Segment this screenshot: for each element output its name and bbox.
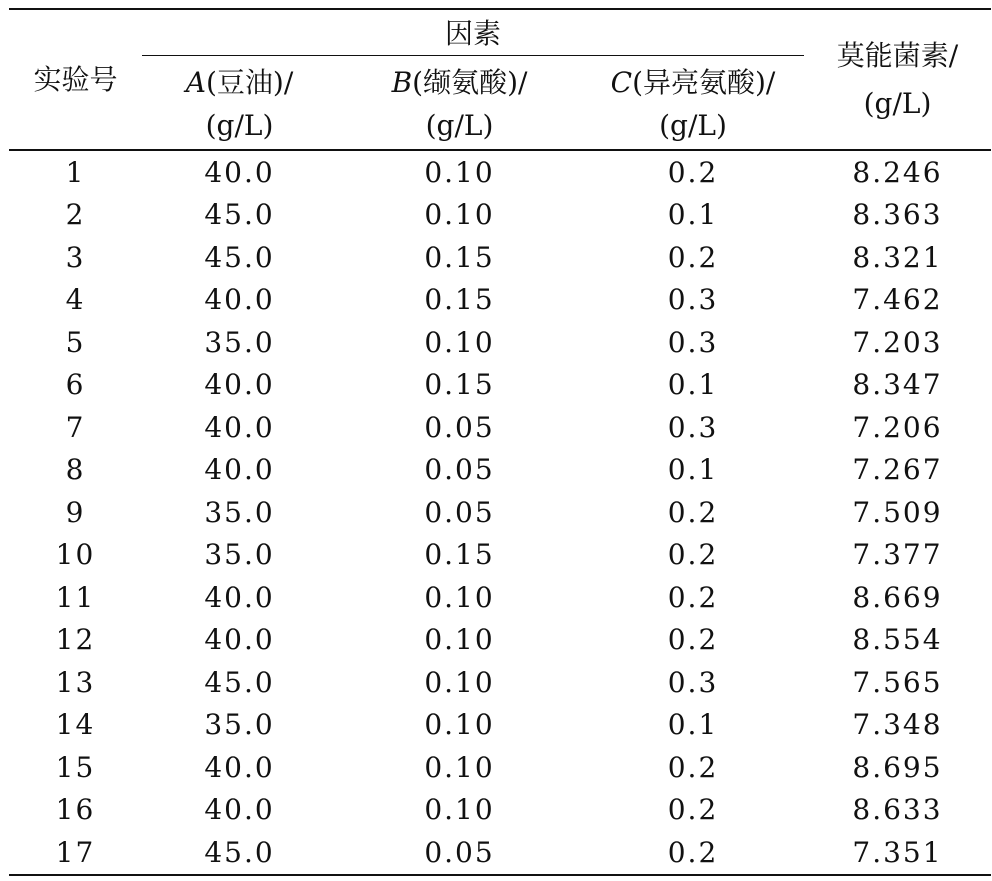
table-row <box>0 156 992 201</box>
cell-a: 40.0 <box>204 368 275 401</box>
cell-result: 8.633 <box>852 793 943 826</box>
cell-c: 0.1 <box>667 708 719 741</box>
cell-a: 40.0 <box>204 453 275 486</box>
header-col-b-label: (缬氨酸)/ <box>412 66 528 99</box>
cell-b: 0.15 <box>424 241 495 274</box>
header-result-unit: (g/L) <box>863 87 932 120</box>
cell-a: 35.0 <box>204 326 275 359</box>
cell-c: 0.2 <box>667 751 719 784</box>
cell-result: 7.267 <box>852 453 943 486</box>
header-col-a <box>142 66 337 99</box>
cell-result: 7.462 <box>852 283 943 316</box>
table-row <box>0 326 992 371</box>
cell-a: 35.0 <box>204 538 275 571</box>
cell-c: 0.2 <box>667 538 719 571</box>
header-col-a-label: (豆油)/ <box>205 66 294 99</box>
header-col-b <box>337 66 582 99</box>
cell-result: 7.351 <box>852 836 943 869</box>
cell-c: 0.2 <box>667 793 719 826</box>
cell-b: 0.10 <box>424 708 495 741</box>
cell-b: 0.10 <box>424 198 495 231</box>
top-rule <box>9 8 991 10</box>
cell-a: 40.0 <box>204 623 275 656</box>
cell-a: 45.0 <box>204 198 275 231</box>
cell-result: 8.669 <box>852 581 943 614</box>
header-col-c <box>582 66 804 99</box>
cell-a: 45.0 <box>204 836 275 869</box>
cell-no: 6 <box>65 368 86 401</box>
cell-no: 3 <box>65 241 86 274</box>
cell-result: 8.246 <box>852 156 943 189</box>
cell-c: 0.2 <box>667 241 719 274</box>
cell-b: 0.10 <box>424 156 495 189</box>
header-col-c-unit: (g/L) <box>659 109 727 142</box>
cell-no: 4 <box>65 283 86 316</box>
cell-result: 7.203 <box>852 326 943 359</box>
cell-a: 35.0 <box>204 496 275 529</box>
cell-c: 0.3 <box>667 666 719 699</box>
header-result: 莫能菌素/ <box>836 39 959 72</box>
cell-result: 8.347 <box>852 368 943 401</box>
cell-b: 0.10 <box>424 581 495 614</box>
cell-c: 0.1 <box>667 368 719 401</box>
cell-c: 0.3 <box>667 411 719 444</box>
cell-c: 0.2 <box>667 496 719 529</box>
header-col-a-unit: (g/L) <box>205 109 274 142</box>
cell-a: 40.0 <box>204 411 275 444</box>
cell-b: 0.10 <box>424 793 495 826</box>
cell-no: 17 <box>55 836 96 869</box>
table-row <box>0 411 992 456</box>
cell-result: 7.565 <box>852 666 943 699</box>
cell-no: 11 <box>55 581 96 614</box>
table-row <box>0 283 992 328</box>
cell-a: 45.0 <box>204 241 275 274</box>
cell-no: 12 <box>55 623 96 656</box>
cell-b: 0.05 <box>424 411 495 444</box>
cell-result: 8.321 <box>852 241 943 274</box>
table-row <box>0 538 992 583</box>
header-exp-no: 实验号 <box>33 63 118 96</box>
cell-c: 0.2 <box>667 836 719 869</box>
table-row <box>0 198 992 243</box>
cell-c: 0.1 <box>667 453 719 486</box>
cell-b: 0.15 <box>424 538 495 571</box>
header-col-c-var: C <box>610 66 633 99</box>
header-rule <box>9 149 991 151</box>
table-row <box>0 623 992 668</box>
header-factors: 因素 <box>444 17 501 50</box>
cell-result: 7.348 <box>852 708 943 741</box>
cell-b: 0.05 <box>424 836 495 869</box>
cell-c: 0.2 <box>667 623 719 656</box>
cell-no: 9 <box>65 496 86 529</box>
table-row <box>0 496 992 541</box>
cell-b: 0.05 <box>424 496 495 529</box>
cell-b: 0.10 <box>424 751 495 784</box>
cell-result: 7.377 <box>852 538 943 571</box>
cell-a: 40.0 <box>204 793 275 826</box>
cell-no: 2 <box>65 198 86 231</box>
cell-c: 0.3 <box>667 326 719 359</box>
table-row <box>0 666 992 711</box>
cell-b: 0.15 <box>424 368 495 401</box>
cell-no: 7 <box>65 411 86 444</box>
cell-a: 35.0 <box>204 708 275 741</box>
cell-result: 8.363 <box>852 198 943 231</box>
table-row <box>0 368 992 413</box>
cell-a: 40.0 <box>204 283 275 316</box>
cell-b: 0.15 <box>424 283 495 316</box>
cell-a: 40.0 <box>204 156 275 189</box>
header-col-b-unit: (g/L) <box>425 109 494 142</box>
cell-b: 0.10 <box>424 666 495 699</box>
cell-a: 45.0 <box>204 666 275 699</box>
cell-no: 1 <box>65 156 86 189</box>
cell-no: 13 <box>55 666 96 699</box>
header-col-a-var: A <box>185 66 206 99</box>
cell-result: 7.206 <box>852 411 943 444</box>
cell-c: 0.2 <box>667 581 719 614</box>
cell-b: 0.05 <box>424 453 495 486</box>
table-row <box>0 751 992 796</box>
cell-no: 15 <box>55 751 96 784</box>
header-col-c-label: (异亮氨酸)/ <box>632 66 776 99</box>
cell-b: 0.10 <box>424 326 495 359</box>
table-row <box>0 581 992 626</box>
cell-no: 14 <box>55 708 96 741</box>
cell-result: 8.554 <box>852 623 943 656</box>
cell-c: 0.2 <box>667 156 719 189</box>
table-row <box>0 708 992 753</box>
factors-underline <box>142 55 804 56</box>
cell-b: 0.10 <box>424 623 495 656</box>
table-row <box>0 453 992 498</box>
cell-c: 0.3 <box>667 283 719 316</box>
cell-no: 5 <box>65 326 86 359</box>
cell-no: 10 <box>55 538 96 571</box>
header-col-b-var: B <box>391 66 413 99</box>
cell-no: 16 <box>55 793 96 826</box>
table-row <box>0 793 992 838</box>
cell-a: 40.0 <box>204 751 275 784</box>
table-row <box>0 241 992 286</box>
cell-c: 0.1 <box>667 198 719 231</box>
cell-no: 8 <box>65 453 86 486</box>
cell-a: 40.0 <box>204 581 275 614</box>
table-row <box>0 836 992 881</box>
cell-result: 8.695 <box>852 751 943 784</box>
cell-result: 7.509 <box>852 496 943 529</box>
